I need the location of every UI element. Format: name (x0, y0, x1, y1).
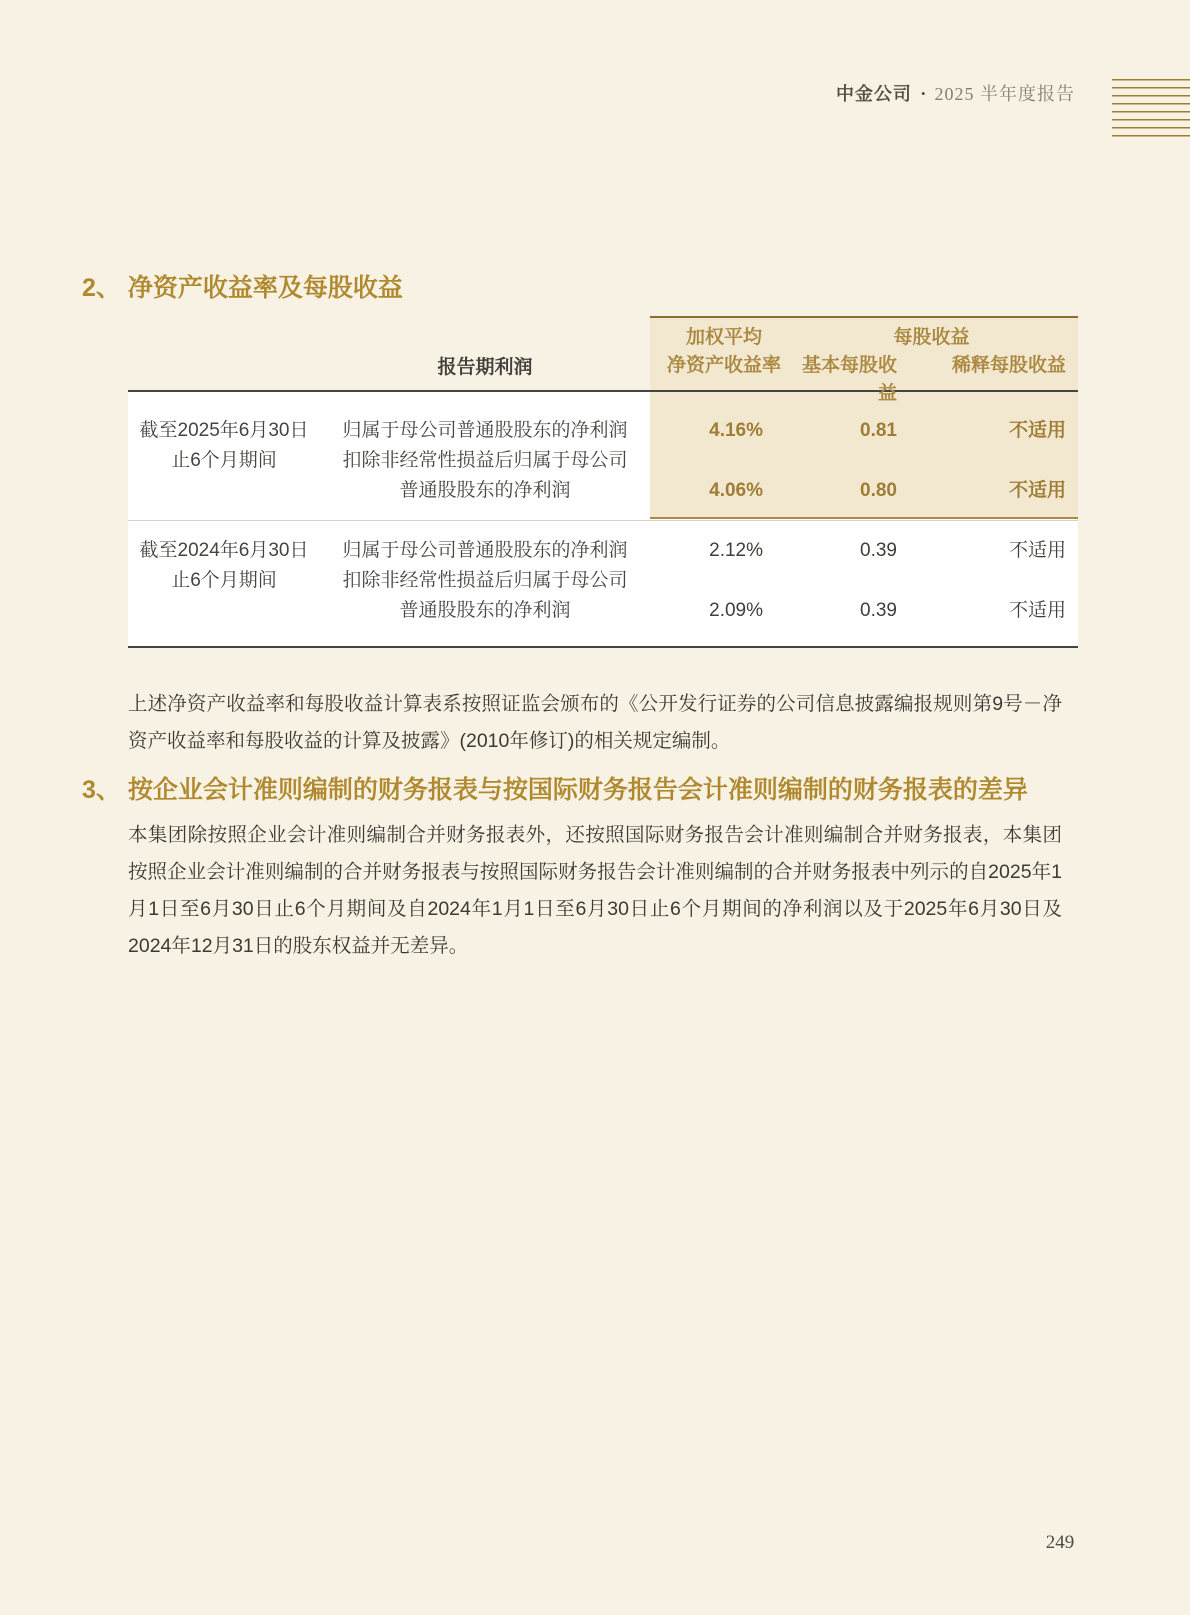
basic-eps-value: 0.39 (860, 540, 897, 561)
table-group-2025 (128, 416, 1078, 506)
item-label-cell: 归属于母公司普通股股东的净利润 (342, 540, 628, 561)
basic-eps-value: 0.39 (860, 600, 897, 621)
roe-eps-table (128, 316, 1078, 648)
section-3-number: 3、 (82, 776, 121, 804)
roe-value: 2.09% (709, 600, 763, 621)
col-header-weighted-roe-lines (667, 324, 781, 380)
item-label-cell: 扣除非经常性损益后归属于母公司 (342, 570, 628, 591)
section-2-heading (82, 268, 403, 304)
table-header-rule (128, 390, 1078, 392)
section-3-title: 按企业会计准则编制的财务报表与按国际财务报告会计准则编制的财务报表的差异 (127, 776, 1028, 804)
item-label-cell: 归属于母公司普通股股东的净利润 (342, 420, 628, 441)
item-label-cell: 普通股股东的净利润 (399, 600, 571, 621)
col-header-basic-eps: 基本每股收益 (801, 355, 897, 404)
item-label-cell: 普通股股东的净利润 (399, 480, 571, 501)
table-group-2024 (128, 536, 1078, 626)
section-3-paragraph: 本集团除按照企业会计准则编制合并财务报表外，还按照国际财务报告会计准则编制合并财务报表，本集团按照企业会计准则编制的合并财务报表与按照国际财务报告会计准则编制的合并财务报表中列示的自2025年1月1日至6月30日止6个月期间及自2024年1月1日至6月30日止6个月期间的净利润以及于2025年6月30日及2024年12月31日的股东权益并无差异。 (128, 824, 1062, 957)
period-cell: 止6个月期间 (171, 570, 277, 591)
diluted-eps-value: 不适用 (1008, 600, 1066, 621)
table-bottom-rule (128, 646, 1078, 648)
col-header-eps-group: 每股收益 (893, 327, 970, 348)
roe-value: 4.16% (709, 420, 763, 441)
col-header-weighted-roe (650, 324, 785, 380)
bullet-icon: • (920, 86, 926, 101)
period-cell: 截至2024年6月30日 (139, 540, 309, 561)
diluted-eps-value: 不适用 (1008, 480, 1066, 501)
roe-value: 2.12% (709, 540, 763, 561)
roe-value: 4.06% (709, 480, 763, 501)
decorative-lines-icon (1112, 79, 1190, 137)
period-cell: 截至2025年6月30日 (139, 420, 309, 441)
item-label-cell: 扣除非经常性损益后归属于母公司 (342, 450, 628, 471)
section-2-number: 2、 (82, 274, 121, 302)
calculation-basis-note: 上述净资产收益率和每股收益计算表系按照证监会颁布的《公开发行证券的公司信息披露编报规则第9号－净资产收益率和每股收益的计算及披露》(2010年修订)的相关规定编制。 (128, 693, 1062, 752)
col-header-weighted-roe-line1: 加权平均 (685, 327, 762, 348)
page-number: 249 (1045, 1532, 1075, 1553)
col-header-diluted-eps: 稀释每股收益 (951, 355, 1066, 376)
company-name: 中金公司 (835, 84, 912, 104)
section-2-title: 净资产收益率及每股收益 (127, 274, 403, 302)
diluted-eps-value: 不适用 (1008, 540, 1066, 561)
table-mid-rule (128, 520, 1078, 521)
col-header-period-profit: 报告期利润 (437, 357, 533, 378)
basic-eps-value: 0.80 (860, 480, 897, 501)
period-cell: 止6个月期间 (171, 450, 277, 471)
report-title: 2025 半年度报告 (934, 84, 1075, 104)
basic-eps-value: 0.81 (860, 420, 897, 441)
section-3-heading (82, 770, 1028, 806)
diluted-eps-value: 不适用 (1008, 420, 1066, 441)
running-header (836, 83, 1075, 105)
col-header-weighted-roe-line2: 净资产收益率 (666, 355, 781, 376)
